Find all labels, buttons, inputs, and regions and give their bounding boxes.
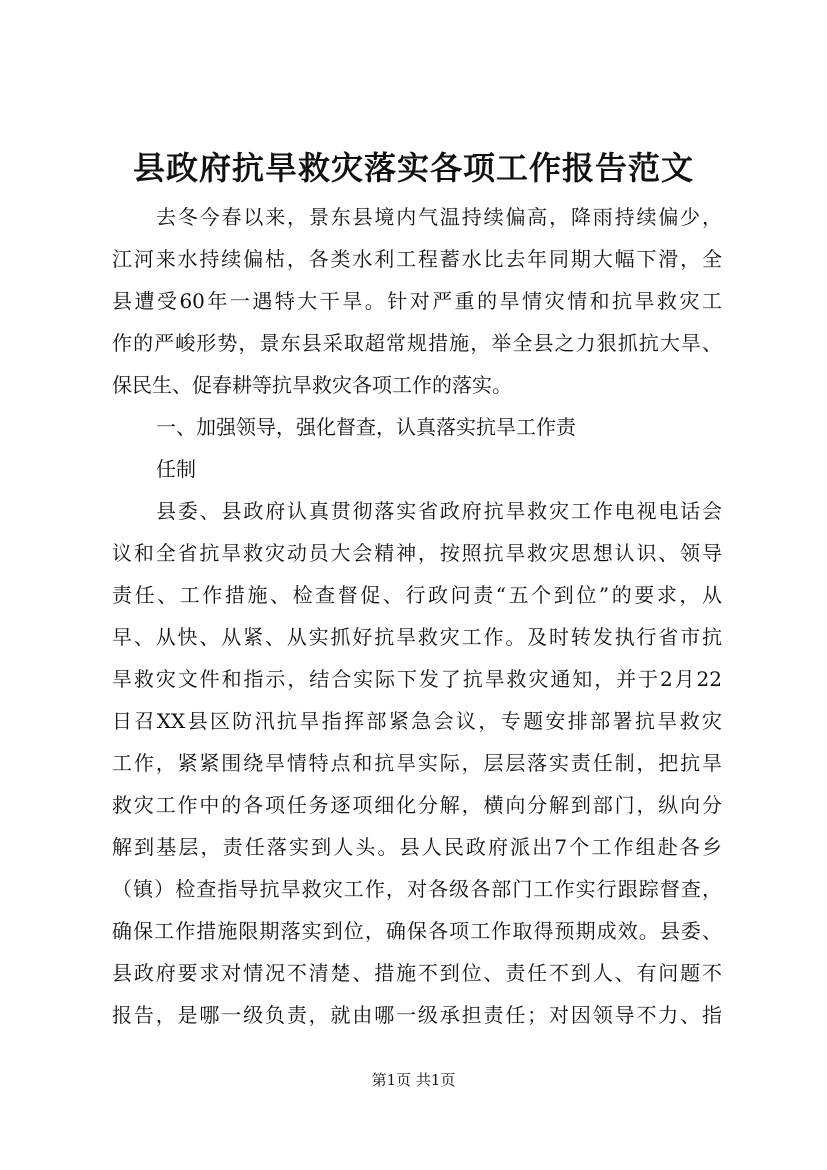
- paragraph-line: 报告，是哪一级负责，就由哪一级承担责任；对因领导不力、指: [112, 1003, 722, 1027]
- paragraph-line: 江河来水持续偏枯，各类水利工程蓄水比去年同期大幅下滑，全: [112, 247, 722, 271]
- page-number-footer: 第1页 共1页: [371, 1071, 456, 1089]
- paragraph-line: （镇）检查指导抗旱救灾工作，对各级各部门工作实行跟踪督查，: [112, 877, 722, 901]
- paragraph-line: 议和全省抗旱救灾动员大会精神，按照抗旱救灾思想认识、领导: [112, 541, 722, 565]
- paragraph-line: 县政府要求对情况不清楚、措施不到位、责任不到人、有问题不: [112, 961, 722, 985]
- section-heading-line: 任制: [156, 457, 196, 481]
- document-body: [112, 196, 722, 1036]
- paragraph-line: 解到基层，责任落实到人头。县人民政府派出7个工作组赴各乡: [112, 835, 722, 859]
- paragraph-line: 救灾工作中的各项任务逐项细化分解，横向分解到部门，纵向分: [112, 793, 722, 817]
- document-title: 县政府抗旱救灾落实各项工作报告范文: [132, 149, 694, 187]
- paragraph-line: 工作，紧紧围绕旱情特点和抗旱实际，层层落实责任制，把抗旱: [112, 751, 722, 775]
- paragraph-line: 责任、工作措施、检查督促、行政问责“五个到位”的要求，从: [112, 583, 722, 607]
- paragraph-line: 县遭受60年一遇特大干旱。针对严重的旱情灾情和抗旱救灾工: [112, 289, 722, 313]
- paragraph-line: 县委、县政府认真贯彻落实省政府抗旱救灾工作电视电话会: [156, 499, 722, 523]
- paragraph-line: 确保工作措施限期落实到位，确保各项工作取得预期成效。县委、: [112, 919, 722, 943]
- paragraph-line: 作的严峻形势，景东县采取超常规措施，举全县之力狠抓抗大旱、: [112, 331, 722, 355]
- paragraph-line: 旱救灾文件和指示，结合实际下发了抗旱救灾通知，并于2月22: [112, 667, 722, 691]
- paragraph-line: 早、从快、从紧、从实抓好抗旱救灾工作。及时转发执行省市抗: [112, 625, 722, 649]
- paragraph-line: 保民生、促春耕等抗旱救灾各项工作的落实。: [112, 373, 512, 397]
- paragraph-line: 日召XX县区防汛抗旱指挥部紧急会议，专题安排部署抗旱救灾: [112, 709, 722, 733]
- paragraph-line: 去冬今春以来，景东县境内气温持续偏高，降雨持续偏少，: [156, 205, 722, 229]
- section-heading-line: 一、加强领导，强化督查，认真落实抗旱工作责: [156, 415, 576, 439]
